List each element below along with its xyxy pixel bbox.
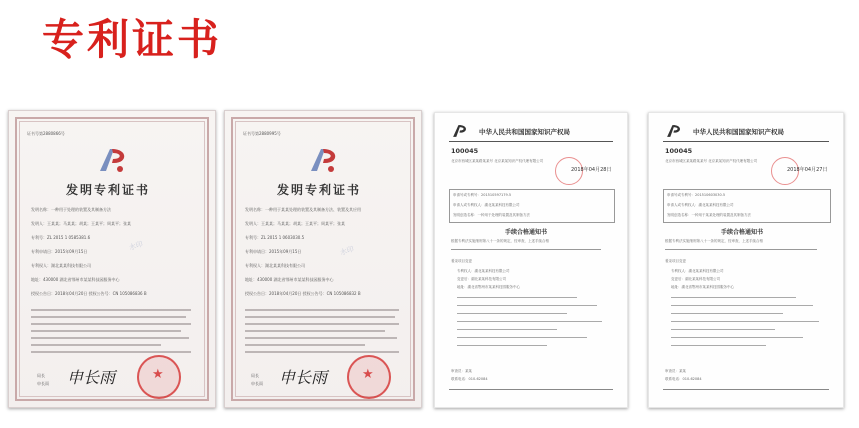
cert-body-line xyxy=(245,309,399,311)
patent-certificate-left xyxy=(8,110,216,408)
cert-line-5: 专利权人：湖北某某科技有限公司 xyxy=(245,263,305,268)
cert-line-2: 发明人：王某某；马某某；胡某；王某平；周某平；张某 xyxy=(245,221,345,226)
watermark: 水印 xyxy=(339,245,355,257)
certificate-number: 证书号第2880866号 xyxy=(27,131,65,136)
cert-line-5: 专利权人：湖北某某科技有限公司 xyxy=(31,263,91,268)
recipient-address: 北京市西城区某某路某某号 北京某某知识产权代理有限公司 xyxy=(451,159,544,163)
notice-body-line xyxy=(665,249,817,250)
cert-line-1: 发明名称：一种用于某某处理的装置及其制备方法、装置及其应用 xyxy=(245,207,361,212)
applicant-name: 申请人或专利权人：湖北某某科技有限公司 xyxy=(453,203,520,207)
signatory-name: 申长雨 xyxy=(251,381,263,386)
notice-body-line xyxy=(457,313,567,314)
cert-line-3: 专利号：ZL 2015 1 0585381.6 xyxy=(31,235,91,240)
certificate-heading: 发明专利证书 xyxy=(66,183,151,197)
notice-date: 2018年04月28日 xyxy=(571,167,612,173)
cert-body-line xyxy=(31,309,191,311)
patentee-address: 地址：湖北省鄂州市某某科技园服务中心 xyxy=(671,285,734,289)
signatory-title: 局长 xyxy=(251,373,259,378)
change-item: 著录项目变更 xyxy=(665,259,686,263)
cert-body-line xyxy=(31,330,181,332)
patentee: 专利权人：湖北某某科技有限公司 xyxy=(671,269,724,273)
postal-code: 100045 xyxy=(451,147,479,155)
notice-heading: 手续合格通知书 xyxy=(505,229,548,236)
cert-line-2: 发明人：王某某；马某某；胡某；王某平；周某平；张某 xyxy=(31,221,131,226)
official-seal-icon xyxy=(347,355,391,399)
signature-icon: 申长雨 xyxy=(279,368,328,387)
contact-phone: 联系电话：010-62084 xyxy=(451,377,488,381)
signatory-name: 申长雨 xyxy=(37,381,49,386)
invention-name: 发明创造名称：一种用于某某处理的装置及其制备方法 xyxy=(667,213,751,217)
notice-body-line xyxy=(457,329,557,330)
cert-body-line xyxy=(31,323,191,325)
change-item: 著录项目变更 xyxy=(451,259,472,263)
notice-body-line xyxy=(671,297,796,298)
divider xyxy=(663,141,829,142)
notice-body-line xyxy=(671,321,819,322)
notice-body-line xyxy=(671,313,783,314)
cert-body-line xyxy=(245,344,365,346)
certificate-heading: 发明专利证书 xyxy=(277,183,362,197)
notice-body-line xyxy=(671,329,775,330)
cert-body-line xyxy=(31,351,191,353)
notice-body: 根据专利法实施细则第八十一条的规定，经审查，上述手续合格 xyxy=(451,239,549,243)
agency-name: 中华人民共和国国家知识产权局 xyxy=(479,128,570,136)
notice-body: 根据专利法实施细则第八十一条的规定，经审查，上述手续合格 xyxy=(665,239,763,243)
notice-body-line xyxy=(671,345,766,346)
procedure-notice-right xyxy=(648,112,844,408)
examiner: 审查员：某某 xyxy=(451,369,472,373)
cnipa-logo-icon xyxy=(307,145,341,175)
cert-body-line xyxy=(245,323,399,325)
notice-body-line xyxy=(457,345,547,346)
patent-certificate-right xyxy=(224,110,422,408)
cnipa-logo-icon xyxy=(451,123,469,139)
procedure-notice-left xyxy=(434,112,628,408)
examiner: 审查员：某某 xyxy=(665,369,686,373)
cert-line-3: 专利号：ZL 2015 1 0603030.5 xyxy=(245,235,305,240)
agency-name: 中华人民共和国国家知识产权局 xyxy=(693,128,784,136)
postal-code: 100045 xyxy=(665,147,693,155)
page-title: 专利证书 xyxy=(42,15,223,64)
signatory-title: 局长 xyxy=(37,373,45,378)
notice-body-line xyxy=(457,297,577,298)
watermark: 水印 xyxy=(128,240,144,252)
divider xyxy=(449,141,613,142)
invention-name: 发明创造名称：一种用于处理的装置及其制备方法 xyxy=(453,213,530,217)
notice-body-line xyxy=(671,305,813,306)
notice-body-line xyxy=(451,249,601,250)
notice-date: 2018年04月27日 xyxy=(787,167,828,173)
cert-body-line xyxy=(245,316,395,318)
cert-line-4: 专利申请日：2015年09月15日 xyxy=(31,249,88,254)
cert-line-6: 地址：430000 湖北省鄂州市某某科技园服务中心 xyxy=(245,277,334,282)
cert-line-7: 授权公告日：2018年04月20日 授权公告号：CN 105086836 B xyxy=(31,291,147,296)
footer-divider xyxy=(449,389,613,390)
patentee-after: 变更后：湖北某某科技有限公司 xyxy=(671,277,720,281)
footer-divider xyxy=(663,389,829,390)
cert-body-line xyxy=(245,330,385,332)
cert-line-4: 专利申请日：2015年09月15日 xyxy=(245,249,302,254)
application-number: 申请号或专利号：201510597179.5 xyxy=(453,193,512,197)
recipient-address: 北京市西城区某某路某某号 北京某某知识产权代理有限公司 xyxy=(665,159,758,163)
cnipa-logo-icon xyxy=(665,123,683,139)
contact-phone: 联系电话：010-62084 xyxy=(665,377,702,381)
patentee-after: 变更后：湖北某某科技有限公司 xyxy=(457,277,506,281)
notice-body-line xyxy=(457,337,587,338)
notice-heading: 手续合格通知书 xyxy=(721,229,764,236)
cert-body-line xyxy=(31,344,161,346)
patentee-address: 地址：湖北省鄂州市某某科技园服务中心 xyxy=(457,285,520,289)
cnipa-logo-icon xyxy=(96,145,130,175)
notice-body-line xyxy=(671,337,803,338)
cert-body-line xyxy=(245,351,399,353)
signature-icon: 申长雨 xyxy=(67,368,116,387)
official-seal-icon xyxy=(137,355,181,399)
cert-line-7: 授权公告日：2018年04月20日 授权公告号：CN 105086832 B xyxy=(245,291,361,296)
cert-line-1: 发明名称：一种用于处理的装置及其制备方法 xyxy=(31,207,111,212)
cert-body-line xyxy=(245,337,397,339)
notice-body-line xyxy=(457,321,602,322)
patentee: 专利权人：湖北某某科技有限公司 xyxy=(457,269,510,273)
cert-line-6: 地址：430000 湖北省鄂州市某某科技园服务中心 xyxy=(31,277,120,282)
cert-body-line xyxy=(31,337,189,339)
applicant-name: 申请人或专利权人：湖北某某科技有限公司 xyxy=(667,203,734,207)
notice-body-line xyxy=(457,305,597,306)
application-number: 申请号或专利号：201510603030.5 xyxy=(667,193,726,197)
certificate-number: 证书号第2880995号 xyxy=(243,131,281,136)
cert-body-line xyxy=(31,316,186,318)
